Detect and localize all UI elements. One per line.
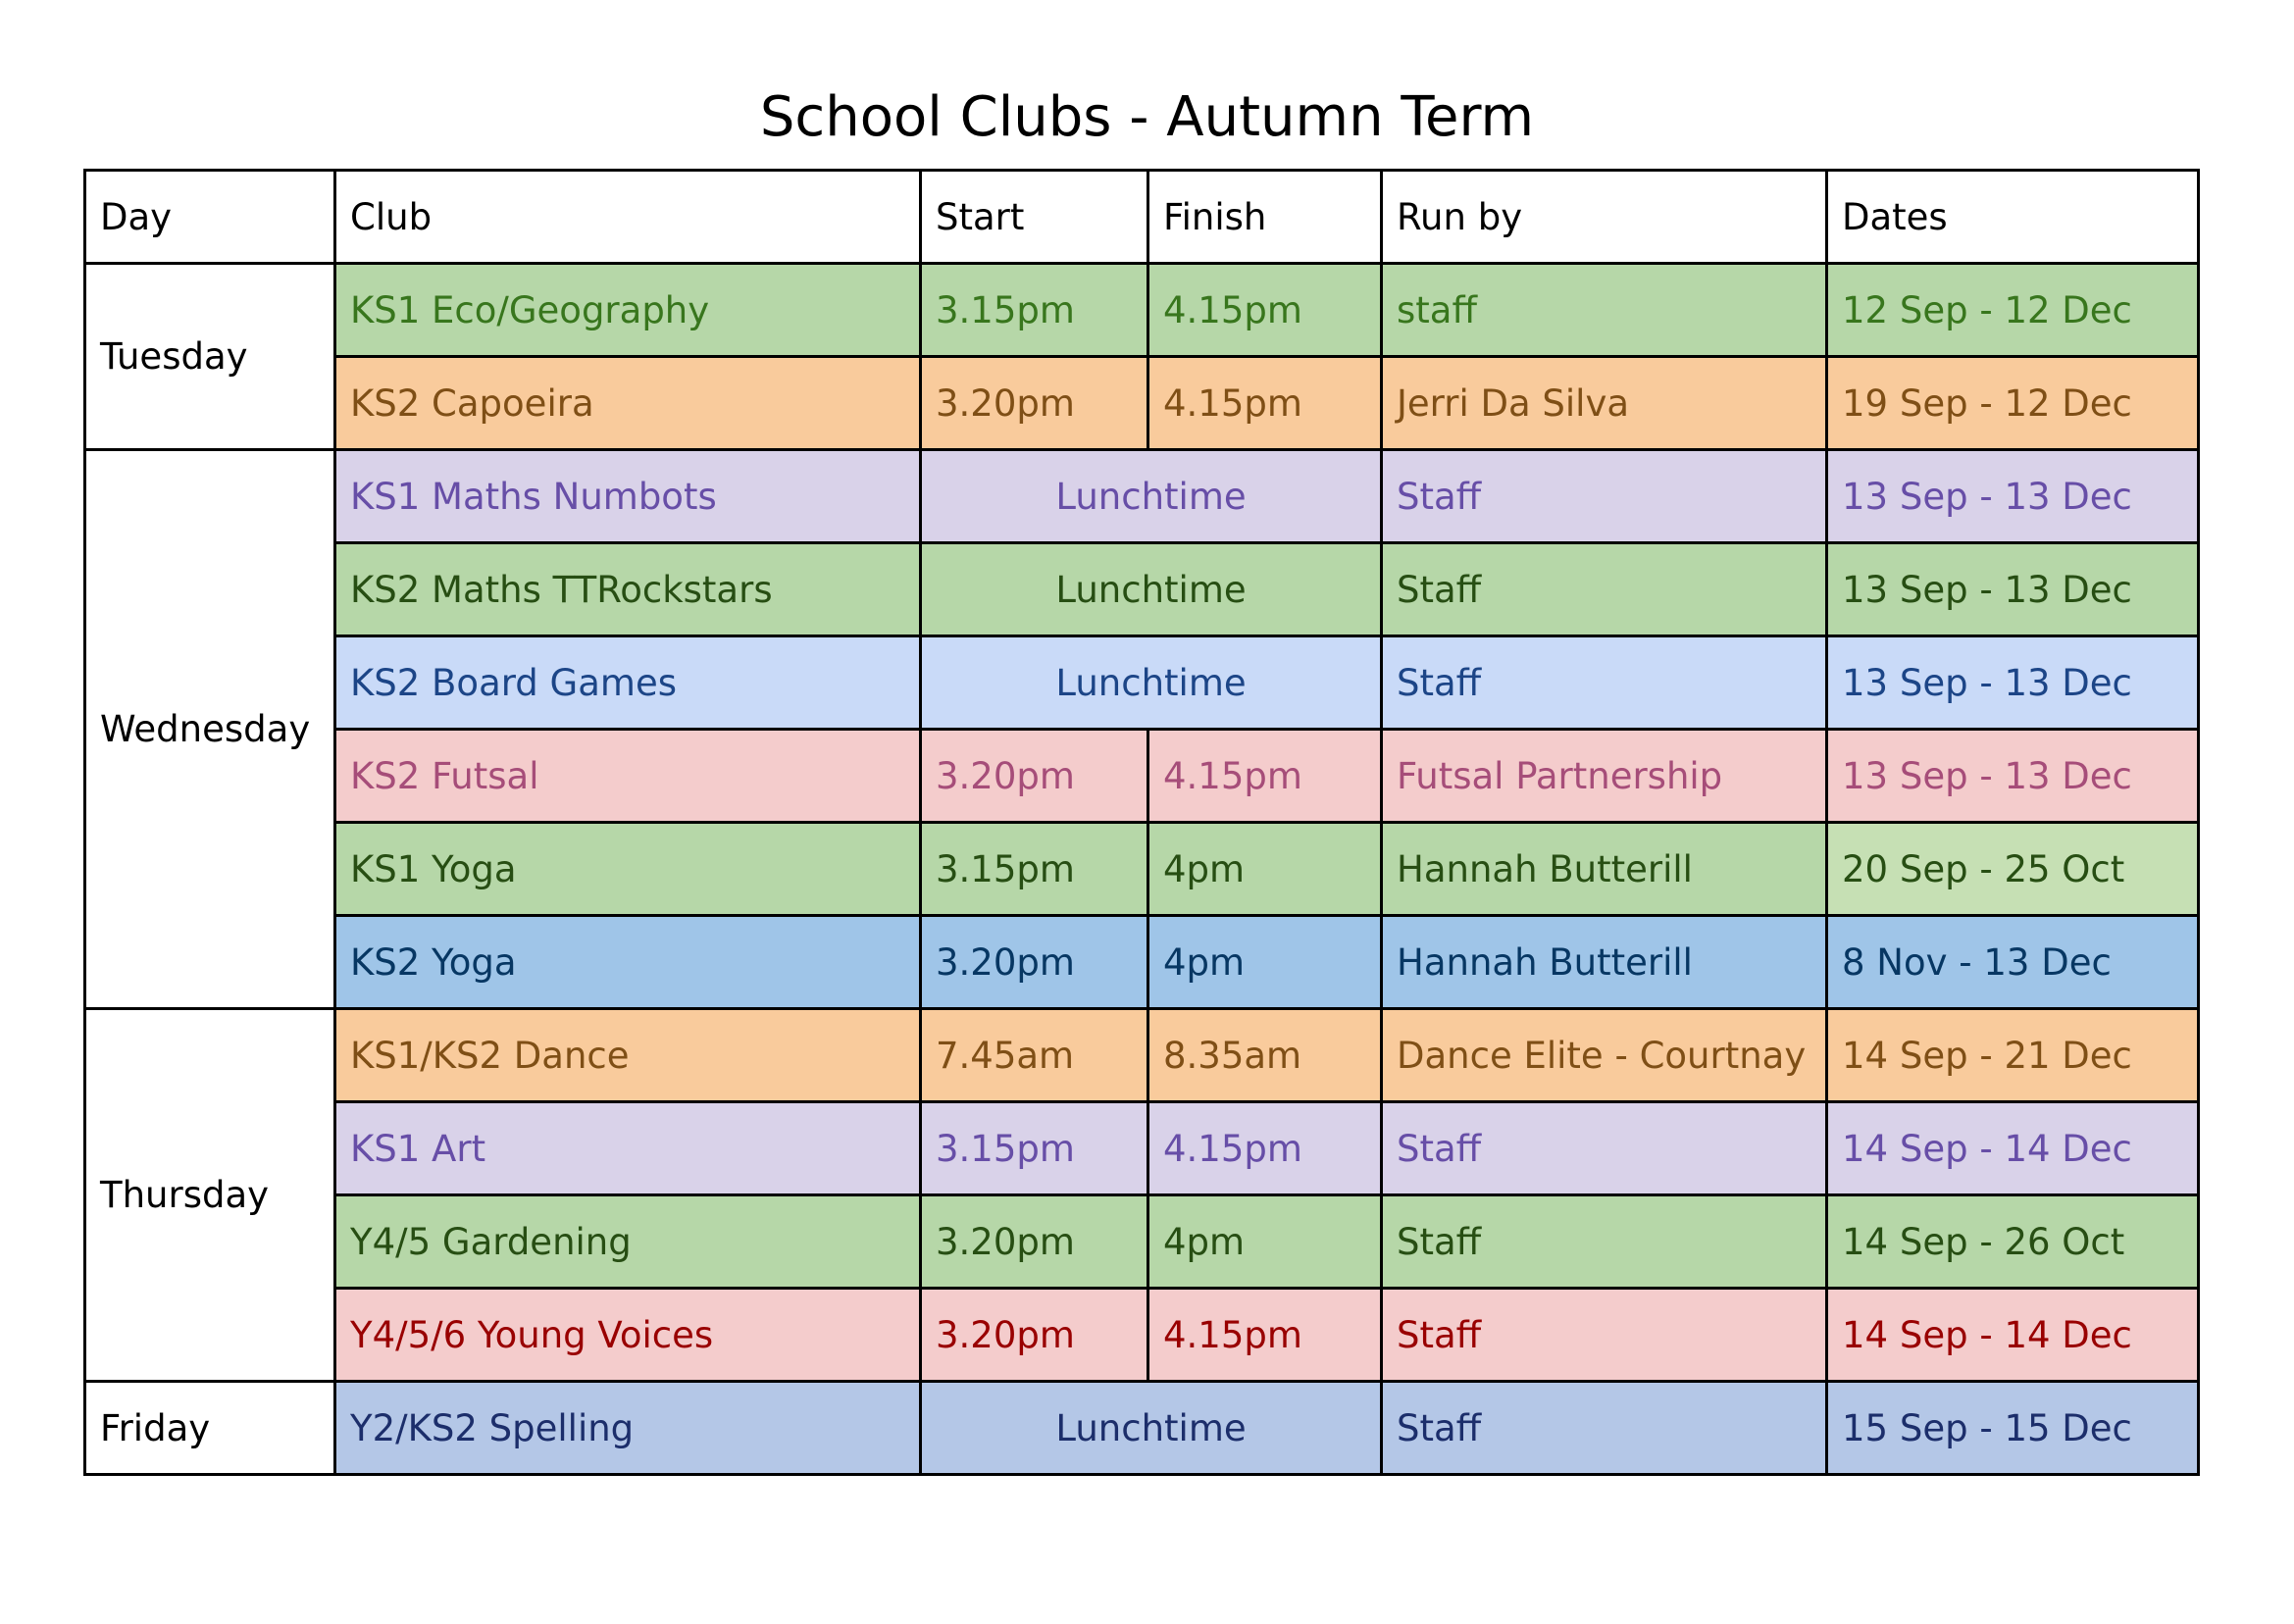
- run-by-cell: Staff: [1382, 543, 1827, 636]
- run-by-cell: Staff: [1382, 450, 1827, 543]
- start-cell: 3.15pm: [921, 823, 1148, 916]
- table-row: [85, 636, 2199, 730]
- run-by-cell: Staff: [1382, 1289, 1827, 1382]
- finish-cell: 4pm: [1148, 916, 1382, 1009]
- table-row: [85, 823, 2199, 916]
- club-cell: KS2 Yoga: [335, 916, 921, 1009]
- club-cell: KS2 Maths TTRockstars: [335, 543, 921, 636]
- start-cell: 3.20pm: [921, 1289, 1148, 1382]
- run-by-cell: Staff: [1382, 1195, 1827, 1289]
- dates-cell: 15 Sep - 15 Dec: [1827, 1382, 2199, 1475]
- club-cell: KS1 Eco/Geography: [335, 264, 921, 357]
- time-cell-lunchtime: Lunchtime: [921, 450, 1382, 543]
- table-row: [85, 1195, 2199, 1289]
- run-by-cell: Staff: [1382, 1382, 1827, 1475]
- run-by-cell: Futsal Partnership: [1382, 730, 1827, 823]
- finish-cell: 4.15pm: [1148, 730, 1382, 823]
- day-cell-wednesday: Wednesday: [85, 450, 335, 1009]
- finish-cell: 4pm: [1148, 823, 1382, 916]
- run-by-cell: Hannah Butterill: [1382, 823, 1827, 916]
- start-cell: 3.20pm: [921, 357, 1148, 450]
- time-cell-lunchtime: Lunchtime: [921, 543, 1382, 636]
- club-cell: KS2 Futsal: [335, 730, 921, 823]
- table-row: [85, 1382, 2199, 1475]
- table-row: [85, 543, 2199, 636]
- header-run-by: Run by: [1382, 171, 1827, 264]
- dates-cell: 13 Sep - 13 Dec: [1827, 636, 2199, 730]
- dates-cell: 13 Sep - 13 Dec: [1827, 450, 2199, 543]
- time-cell-lunchtime: Lunchtime: [921, 636, 1382, 730]
- start-cell: 3.15pm: [921, 264, 1148, 357]
- club-cell: Y4/5/6 Young Voices: [335, 1289, 921, 1382]
- start-cell: 3.20pm: [921, 916, 1148, 1009]
- run-by-cell: Jerri Da Silva: [1382, 357, 1827, 450]
- dates-cell: 14 Sep - 26 Oct: [1827, 1195, 2199, 1289]
- start-cell: 3.20pm: [921, 730, 1148, 823]
- header-finish: Finish: [1148, 171, 1382, 264]
- dates-cell: 12 Sep - 12 Dec: [1827, 264, 2199, 357]
- run-by-cell: Staff: [1382, 636, 1827, 730]
- dates-cell: 14 Sep - 21 Dec: [1827, 1009, 2199, 1102]
- run-by-cell: Staff: [1382, 1102, 1827, 1195]
- header-day: Day: [85, 171, 335, 264]
- table-row: [85, 450, 2199, 543]
- header-dates: Dates: [1827, 171, 2199, 264]
- header-row: [85, 171, 2199, 264]
- start-cell: 3.20pm: [921, 1195, 1148, 1289]
- run-by-cell: staff: [1382, 264, 1827, 357]
- start-cell: 3.15pm: [921, 1102, 1148, 1195]
- clubs-table: [83, 169, 2200, 1476]
- dates-cell: 13 Sep - 13 Dec: [1827, 730, 2199, 823]
- day-cell-thursday: Thursday: [85, 1009, 335, 1382]
- finish-cell: 8.35am: [1148, 1009, 1382, 1102]
- table-row: [85, 1289, 2199, 1382]
- table-row: [85, 730, 2199, 823]
- dates-cell: 19 Sep - 12 Dec: [1827, 357, 2199, 450]
- club-cell: KS1 Art: [335, 1102, 921, 1195]
- table-row: [85, 357, 2199, 450]
- table-row: [85, 916, 2199, 1009]
- finish-cell: 4.15pm: [1148, 264, 1382, 357]
- club-cell: Y2/KS2 Spelling: [335, 1382, 921, 1475]
- dates-cell: 20 Sep - 25 Oct: [1827, 823, 2199, 916]
- day-cell-friday: Friday: [85, 1382, 335, 1475]
- club-cell: KS1 Yoga: [335, 823, 921, 916]
- dates-cell: 13 Sep - 13 Dec: [1827, 543, 2199, 636]
- dates-cell: 14 Sep - 14 Dec: [1827, 1289, 2199, 1382]
- club-cell: KS2 Capoeira: [335, 357, 921, 450]
- dates-cell: 14 Sep - 14 Dec: [1827, 1102, 2199, 1195]
- header-club: Club: [335, 171, 921, 264]
- club-cell: KS2 Board Games: [335, 636, 921, 730]
- club-cell: KS1/KS2 Dance: [335, 1009, 921, 1102]
- time-cell-lunchtime: Lunchtime: [921, 1382, 1382, 1475]
- run-by-cell: Dance Elite - Courtnay: [1382, 1009, 1827, 1102]
- club-cell: Y4/5 Gardening: [335, 1195, 921, 1289]
- page-title: School Clubs - Autumn Term: [759, 85, 1535, 149]
- dates-cell: 8 Nov - 13 Dec: [1827, 916, 2199, 1009]
- club-cell: KS1 Maths Numbots: [335, 450, 921, 543]
- finish-cell: 4.15pm: [1148, 1289, 1382, 1382]
- finish-cell: 4pm: [1148, 1195, 1382, 1289]
- day-cell-tuesday: Tuesday: [85, 264, 335, 450]
- table-row: [85, 1102, 2199, 1195]
- run-by-cell: Hannah Butterill: [1382, 916, 1827, 1009]
- table-row: [85, 264, 2199, 357]
- table-row: [85, 1009, 2199, 1102]
- start-cell: 7.45am: [921, 1009, 1148, 1102]
- header-start: Start: [921, 171, 1148, 264]
- finish-cell: 4.15pm: [1148, 357, 1382, 450]
- finish-cell: 4.15pm: [1148, 1102, 1382, 1195]
